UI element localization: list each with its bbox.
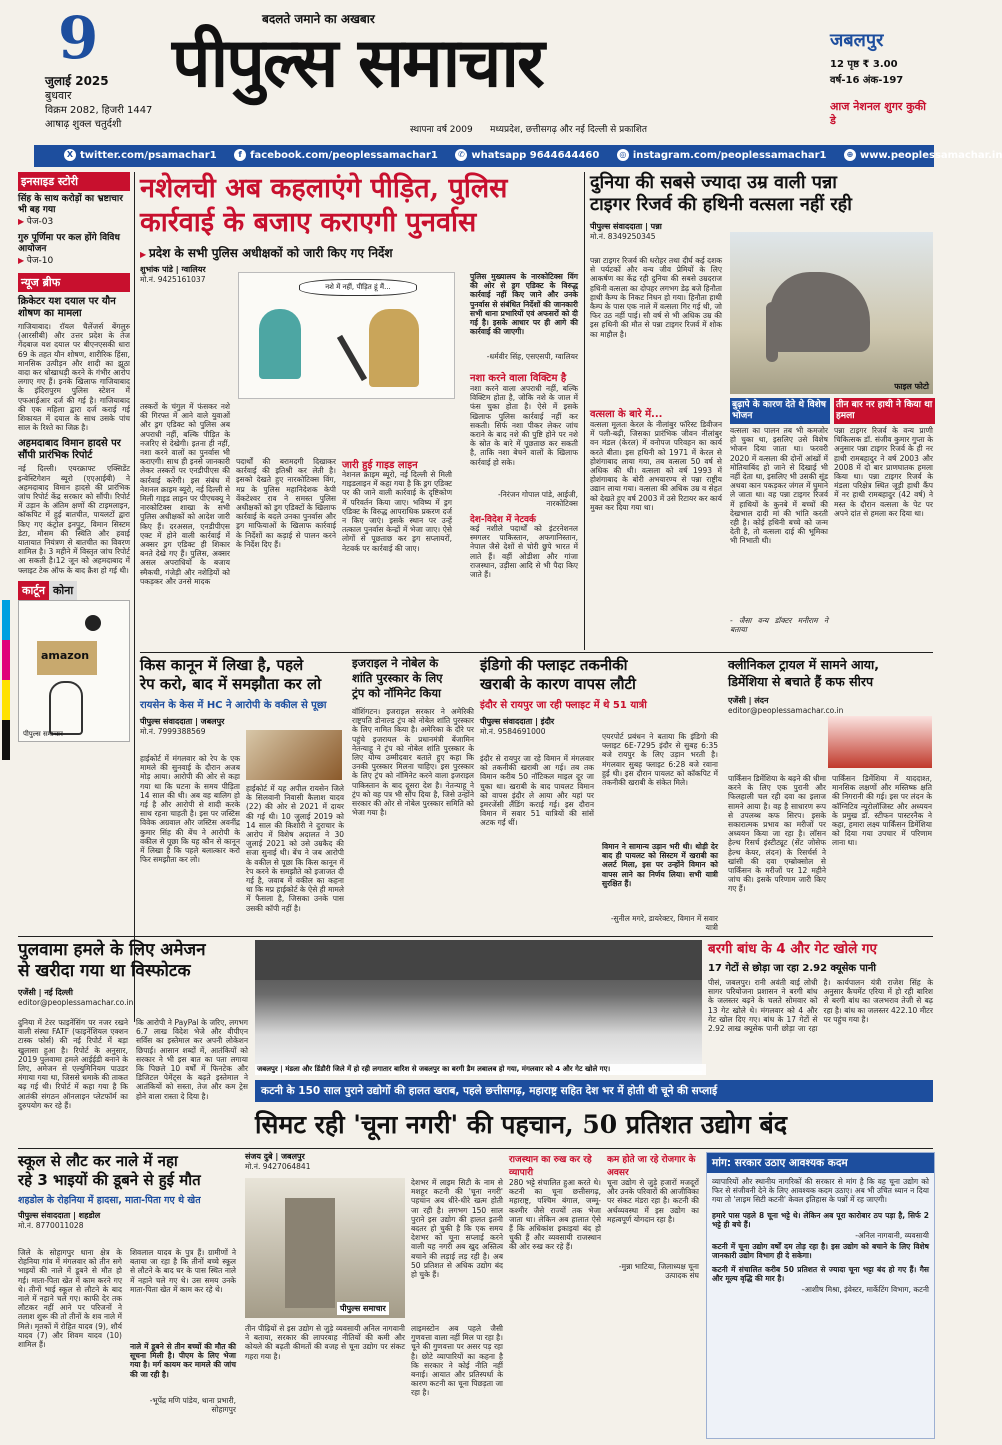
price-line: 12 पृष्ठ ₹ 3.00 — [830, 59, 898, 70]
lead-phone: मो.नं. 9425161037 — [140, 275, 206, 284]
dam-photo — [255, 940, 702, 1075]
bargi-headline: बरगी बांध के 4 और गेट खोले गए — [708, 941, 877, 957]
victim-head: नशा करने वाला विक्टिम है — [470, 373, 567, 384]
demand-box — [706, 1152, 935, 1439]
demand-quote-1: हमारे पास पहले 8 चूना भट्टे थे। लेकिन अब पूरा कारोबार ठप पड़ा है, सिर्फ 2 भट्टे ही बचे हैं। — [712, 1210, 929, 1229]
inside-story-1: सिंह के साथ करोड़ों का भ्रष्टाचार भी बह गया — [18, 194, 123, 215]
news-brief-title: न्यूज ब्रीफ — [18, 273, 130, 292]
page-number: 9 — [58, 4, 99, 72]
elephant-photo — [730, 232, 933, 394]
speech-bubble: नशे में नहीं, पीड़ित हूं मैं... — [299, 279, 417, 296]
lead-kicker: ▶ प्रदेश के सभी पुलिस अधीक्षकों को जारी किए गए निर्देश — [140, 244, 580, 261]
whatsapp-icon: ✆ — [455, 149, 467, 161]
social-bar — [34, 145, 1002, 167]
cartoon-title: कार्टून — [18, 581, 49, 600]
school-body-2: शिवलाल यादव के पुत्र हैं। ग्रामीणों ने बताया जा रहा है कि तीनों बच्चे स्कूल से लौटने के बाद घर के पास स्थित नाले में नहाने चले गए थे। उस समय उनके माता-पिता खेत में काम कर रहे थे। — [130, 1248, 236, 1294]
lead-col-4-by: -निरंजन गोपाल पांडे, आईजी, नारकोटिक्स — [497, 490, 578, 509]
divider-row3 — [18, 1148, 933, 1149]
lime-subhead-2: कम होते जा रहे रोजगार के अवसर — [607, 1155, 696, 1178]
side-1-body: वत्सला का पालन तब भी कमजोर हो चुका था, इसलिए उसे विशेष भोजन दिया जाता था। फरवरी 2020 में वत्सला की दोनों आंखों में मोतियाबिंद हो जाने से दिखाई भी नहीं देता था, इसलिए भी उसकी सूंड अथवा कान पकड़कर जंगल में घुमाने ले जाता था। वह पन्ना टाइगर रिजर्व में हाथियों के कुनबे में बच्चों की देखभाल दादी मां की भांति करती रही है। कोई हथिनी बच्चे को जन्म देती है, तो वत्सला दाई की भूमिका भी निभाती थी। — [730, 426, 828, 546]
promo-text: आज नेशनल शुगर कुकी डे — [830, 100, 926, 127]
demand-quote-2: कटनी में चूना उद्योग वर्षों दम तोड़ रहा है। इस उद्योग को बचाने के लिए विशेष जानकारी उद्योग विभाग ही दे सकेगा। — [712, 1242, 929, 1261]
school-body: जिले के सोहागपुर थाना क्षेत्र के रोहनिया गांव में मंगलवार को तीन सगे भाइयों की नाले में डूबने से मौत हो गई। माता-पिता खेत में काम करने गए थे। तीनों भाई स्कूल से लौटने के बाद नाले में नहाने चले गए। काफी देर तक लौटकर नहीं आने पर परिजनों ने तलाश शुरू की तो तीनों के शव नाले में मिले। मृतकों में रोहित यादव (9), शौर्य यादव (7) और शिवम यादव (10) शामिल हैं। — [18, 1248, 122, 1350]
police-figure — [369, 309, 419, 387]
x-icon: X — [64, 149, 76, 161]
lead-col-3: नेशनल क्राइम ब्यूरो, नई दिल्ली से मिली गाइडलाइन में कहा गया है कि ड्रग एडिक्ट पर की जाने वाली कार्रवाई के दृष्टिकोण में परिवर्तन किया जाए। भविष्य में ड्रग एडिक्ट के विरुद्ध आपराधिक प्रकरण दर्ज न किए जाएं। इसके स्थान पर उन्हें तत्काल पुनर्वास केन्द्रों में भेजा जाए। ऐसे लोगों से पूछताछ कर ड्रग सप्लायरों, नेटवर्क पर कार्रवाई की जाए। — [342, 470, 452, 553]
indigo-body: इंदौर से रायपुर जा रहे विमान में मंगलवार को तकनीकी खराबी आ गई। तब तक विमान करीब 50 नॉटिकल माइल दूर जा चुका था। खराबी के बाद पायलट विमान को वापस इंदौर ले आया और यहां पर इमरजेंसी लैंडिंग कराई गई। इस दौरान विमान में सवार 51 यात्रियों की सांसें अटक गईं थीं। — [480, 754, 594, 828]
side-2-head: तीन बार नर हाथी ने किया था हमला — [834, 398, 935, 424]
volume-line: वर्ष-16 अंक-197 — [830, 75, 904, 86]
indigo-headline-1: इंडिगो की फ्लाइट तकनीकी — [480, 656, 628, 674]
elephant-phone: मो.नं. 8349250345 — [590, 232, 656, 241]
masthead — [0, 0, 945, 138]
elephant-story — [590, 172, 933, 650]
elephant-body: पन्ना टाइगर रिजर्व की धरोहर तथा दीर्घ कई दशक से पर्यटकों और वन्य जीव प्रेमियों के लिए आकर्षण का केंद्र रही दुनिया की सबसे उम्रदराज हथिनी वत्सला का दोपहर लगभग डेढ़ बजे हिनौता हाथी कैम्प के निकट निधन हो गया। हिनौता हाथी कैम्प के पास एक नाले में वत्सला गिर गई थी, जो फिर उठ नहीं पाई। सौ वर्ष से भी अधिक उम्र की इस हथिनी की मौत से पन्ना टाइगर रिजर्व में शोक का माहौल है। — [590, 256, 722, 339]
elephant-headline-1: दुनिया की सबसे ज्यादा उम्र वाली पन्ना — [590, 172, 837, 193]
nobel-body: वॉशिंगटन। इजराइल सरकार ने अमेरिकी राष्ट्रपति डोनाल्ड ट्रंप को नोबेल शांति पुरस्कार के लिए नामित किया है। अमेरिका के दौरे पर पहुंचे इजरायल के प्रधानमंत्री बेंजामिन नेतन्याहू ने ट्रंप को नोबेल शांति पुरस्कार के लिए योग्य उम्मीदवार बताते हुए कहा कि उनकी पुरस्कार मिलना चाहिए। इस पुरस्कार के लिए ट्रंप को नॉमिनेट करने वाला इजराइल पाकिस्तान के बाद दूसरा देश है। नेतन्याहू ने ट्रंप को वह पत्र भी सौंप दिया है, जिसे उन्होंने सरकार की ओर से नोबेल पुरस्कार समिति को भेजा गया है। — [352, 707, 474, 818]
tithi-line: आषाढ़ शुक्ल चतुर्दशी — [45, 119, 122, 130]
about-vatsala-body: वत्सला मूलतः केरल के नीलांबुर फॉरेस्ट डिवीजन में पली-बढ़ी, जिसका प्रारंभिक जीवन नीलांबुर वन मंडल (केरल) में वनोपज परिवहन का कार्य करते बीता। इस हथिनी को 1971 में केरल से होशंगाबाद लाया गया, तब वत्सला 50 वर्ष से अधिक की थी। वत्सला को वर्ष 1993 में होशंगाबाद के बोरी अभयारण्य से पन्ना राष्ट्रीय उद्यान लाया गया। वत्सला की अधिक उम्र व सेहत को देखते हुए वर्ष 2003 में उसे रिटायर कर कार्य मुक्त कर दिया गया था। — [590, 420, 722, 512]
pulwama-headline-1: पुलवामा हमले के लिए अमेजन — [18, 940, 206, 960]
cartoon-figure — [49, 681, 83, 735]
website-link[interactable]: ⊕ www.peoplessamachar.in — [844, 150, 1002, 161]
nobel-story — [352, 656, 474, 934]
lead-col-2: पदार्थों की बरामदगी दिखाकर कार्रवाई की इतिश्री कर लेती है। इसको देखते हुए नारकोटिक्स विंग, मप्र के पुलिस महानिदेशक केपी वेंकटेश्वर राव ने समस्त पुलिस अधीक्षकों को ड्रग एडिक्टों के खिलाफ कार्रवाई के बदले उनका पुनर्वास और ड्रग माफियाओं के खिलाफ कार्रवाई के निर्देशों का कड़ाई से पालन करने के निर्देश दिए हैं। — [236, 457, 336, 549]
divider-left — [134, 172, 135, 1022]
about-vatsala-head: वत्सला के बारे में... — [590, 409, 663, 420]
school-quote: नाले में डूबने से तीन बच्चों की मौत की सूचना मिली है। पीएम के लिए भेजा गया है। मर्ग कायम कर मामले की जांच की जा रही है। — [130, 1342, 236, 1379]
school-quote-by: -भूपेंद्र मणि पांडेय, थाना प्रभारी, सोहागपुर — [149, 1396, 236, 1415]
pulwama-headline-2: से खरीदा गया था विस्फोटक — [18, 961, 191, 981]
rape-phone: मो.नं. 7999388569 — [140, 727, 206, 736]
rape-case-story — [140, 656, 345, 934]
lime-body: देशभर में लाइम सिटी के नाम से मशहूर कटनी की 'चूना नगरी' पहचान अब धीरे-धीरे खत्म होती जा रही है। लगभग 150 साल पुराने इस उद्योग की हालत इतनी बदतर हो चुकी है कि एक समय देशभर को चूना सप्लाई करने वाली यह नगरी अब खुद अस्तित्व बचाने की लड़ाई लड़ रही है। अब 50 प्रतिशत से अधिक उद्योग बंद हो चुके हैं। — [411, 1178, 503, 1280]
published-line: मध्यप्रदेश, छत्तीसगढ़ और नई दिल्ली से प्रकाशित — [490, 125, 648, 135]
bargi-body: पीसं, जबलपुर। रानी अवंती बाई लोधी सागर परियोजना प्रशासन ने बरगी बांध के जलस्तर बढ़ने के चलते सोमवार को 13 गेट खोले थे। मंगलवार को 4 और गेट खोल दिए गए। बांध के 17 गेटों से 2.92 लाख क्यूसेक पानी छोड़ा जा रहा है। कार्यपालन यंत्री राजेश सिंह के अनुसार कैचमेंट एरिया में हो रही बारिश से बरगी बांध का जलभराव तेजी से बढ़ रहा है। बांध का जलस्तर 422.10 मीटर पर पहुंच गया है। — [708, 978, 933, 1034]
twitter-link[interactable]: X twitter.com/psamachar1 — [64, 150, 217, 161]
brief-2-headline: अहमदाबाद विमान हादसे पर सौंपी प्रारंभिक रिपोर्ट — [18, 438, 121, 462]
lead-headline-1: नशेलची अब कहलाएंगे पीड़ित, पुलिस — [140, 173, 508, 204]
bomb-icon — [85, 615, 101, 631]
lime-subhead-1: राजस्थान का रुख कर रहे व्यापारी — [509, 1155, 592, 1178]
lead-byline: शुभांक पांडे | ग्वालियर — [140, 265, 206, 274]
lime-headline: सिमट रही 'चूना नगरी' की पहचान, 50 प्रतिशत उद्योग बंद — [255, 1110, 788, 1139]
calendar-line: विक्रम 2082, हिजरी 1447 — [45, 105, 153, 116]
lime-kicker: कटनी के 150 साल पुराने उद्योगों की हालत खराब, पहले छत्तीसगढ़, महाराष्ट्र सहित देश भर में होती थी चूने की सप्लाई — [261, 1085, 718, 1097]
left-column — [18, 172, 130, 1022]
lime-kiln-photo — [245, 1178, 405, 1318]
divider-row1 — [140, 652, 933, 653]
side-2-body: पन्ना टाइगर रिजर्व के वन्य प्राणी चिकित्सक डॉ. संजीव कुमार गुप्ता के अनुसार पन्ना टाइगर रिजर्व के ही नर हाथी रामबहादुर ने वर्ष 2003 और 2008 में दो बार प्राणघातक हमला किया था। पन्ना टाइगर रिजर्व के मंडला परिक्षेत्र स्थित जूड़ी हाथी कैंप में नर हाथी रामबहादुर (42 वर्ष) ने मस्त के दौरान वत्सला के पेट पर अपने दांत से हमला कर दिया था। — [834, 426, 933, 518]
lime-body-2: तीन पीढ़ियों से इस उद्योग से जुड़े व्यवसायी अनिल नागवानी ने बताया, सरकार की लापरवाह नीतियों की कमी और कोयले की बढ़ती कीमतों की वजह से चूना उद्योग पर संकट गहरा गया है। — [245, 1324, 405, 1361]
elephant-shape — [770, 272, 870, 352]
lead-col-1: तस्करों के चंगुल में फंसकर नशे की गिरफ्त में आने वाले युवाओं और ड्रग एडिक्ट को पुलिस अब अपराधी नहीं, बल्कि पीड़ित के नजरिए से देखेगी। इतना ही नहीं, नशा करने वालों का पुनर्वास भी कराएगी। साथ ही इनसे जानकारी लेकर तस्करों पर एनडीपीएस की कार्रवाई करेगी। इस संबंध में नेशनल क्राइम ब्यूरो, नई दिल्ली से मिली गाइड लाइन पर पीएचक्यू ने नारकोटिक्स शाखा के सभी पुलिस अधीक्षकों को आदेश जारी किए हैं। दरअसल, एनडीपीएस एक्ट में होने वाली कार्रवाई में अक्सर ड्रग एडिक्ट ही शिकार बनते देखे गए हैं। पुलिस, अक्सर असल अपराधियों के बजाय स्मैकची, गंजेड़ी और नशेड़ियों को पकड़कर और उनसे मादक — [140, 402, 230, 586]
founded-line: स्थापना वर्ष 2009 — [410, 125, 473, 135]
instagram-link[interactable]: ◎ instagram.com/peoplessamachar1 — [617, 150, 827, 161]
kiln-tower — [285, 1198, 335, 1308]
clinical-email: editor@peoplessamachar.co.in — [728, 706, 844, 715]
city-name: जबलपुर — [830, 30, 884, 51]
demand-quote-1-by: -अनिल नागवानी, व्यवसायी — [855, 1231, 929, 1241]
registration-strip — [2, 600, 10, 760]
dam-wall — [255, 940, 702, 980]
brief-1-headline: क्रिकेटर यश दयाल पर यौन शोषण का मामला — [18, 296, 116, 319]
bargi-story — [708, 940, 933, 1080]
brief-2-body: नई दिल्ली। एयरक्राफ्ट एक्सिडेंट इन्वेस्टिगेशन ब्यूरो (एएआईबी) ने अहमदाबाद विमान हादसे की प्रारंभिक जांच रिपोर्ट केंद्र सरकार को सौंपी। रिपोर्ट में उड़ान के अंतिम क्षणों की टाइमलाइन, कॉकपिट में हुई बातचीत, पायलटों द्वारा किए गए कंट्रोल इनपुट, विमान सिस्टम डेटा, मौसम की स्थिति और हवाई यातायात नियंत्रण से बातचीत का विवरण शामिल है। 3 महीने में विस्तृत जांच रिपोर्ट आ सकती है।12 जून को अहमदाबाद में फ्लाइट टेक ऑफ के बाद क्रैश हो गई थी। — [18, 464, 130, 575]
divider-lead — [584, 172, 585, 650]
gavel-photo — [246, 730, 342, 780]
elephant-trunk — [766, 302, 778, 362]
dam-caption: जबलपुर | मंडला और डिंडौरी जिले में हो रही लगातार बारिश से जबलपुर का बरगी डैम लबालब हो गया, मंगलवार को 4 और गेट खोले गए। — [255, 1064, 706, 1075]
indigo-quote: विमान ने सामान्य उड़ान भरी थी। थोड़ी देर बाद ही पायलट को सिस्टम में खराबी का अलर्ट मिला, इस पर उन्होंने विमान को वापस लाने का निर्णय लिया। सभी यात्री सुरक्षित हैं। — [602, 842, 718, 888]
side-1-head: बुढ़ापे के कारण देते थे विशेष भोजन — [730, 398, 830, 424]
clinical-headline-2: डिमेंशिया से बचाते हैं कफ सीरप — [728, 674, 874, 689]
day-line: बुधवार — [45, 89, 72, 102]
lead-col-4b: कई नशीले पदार्थों को इंटरनेशनल स्मगलर पाकिस्तान, अफगानिस्तान, नेपाल जैसे देशों से चोरी छुपे भारत में लाते हैं। वहीं ओडीशा और गांजा राजस्थान, उड़ीसा आदि से भी पैदा किए जाते हैं। — [470, 524, 578, 580]
indigo-story — [480, 656, 720, 934]
pulwama-body: दुनिया में टेरर फाइनेंसिंग पर नजर रखने वाली संस्था FATF (फाइनेंशियल एक्शन टास्क फोर्स) की नई रिपोर्ट में बड़ा खुलासा हुआ है। रिपोर्ट के अनुसार, 2019 पुलवामा हमले आईईडी बनाने के लिए, अमेजन से एल्युमिनियम पाउडर मंगाया गया था, जिससे धमाके की ताकत बढ़ गई थी। रिपोर्ट में कहा गया है कि आतंकी संगठन ऑनलाइन प्लेटफॉर्म का दुरुपयोग कर रहे हैं। — [18, 1018, 128, 1110]
lime-quote-by: -मुन्ना भाटिया, जिलाध्यक्ष चूना उत्पादक संघ — [618, 1262, 699, 1281]
lime-story — [245, 1152, 700, 1437]
cartoon-panel — [18, 600, 130, 742]
lime-photo-caption: पीपुल्स समाचार — [337, 1302, 389, 1315]
lead-cartoon — [238, 272, 455, 399]
cartoon-subtitle: कोना — [49, 581, 77, 600]
rape-headline-1: किस कानून में लिखा है, पहले — [140, 656, 304, 674]
school-byline: पीपुल्स संवाददाता | शहडोल — [18, 1211, 101, 1220]
baton-icon — [337, 335, 367, 381]
school-headline-1: स्कूल से लौट कर नाले में नहा — [18, 1152, 178, 1170]
lime-kicker-bar — [255, 1080, 933, 1102]
brief-1-body: गाजियाबाद। रॉयल चैलेंजर्स बेंगलुरु (आरसीबी) और उत्तर प्रदेश के तेज गेंदबाज यश दयाल पर बीएनएसकी धारा 69 के तहत यौन शोषण, शारीरिक हिंसा, मानसिक उत्पीड़न और शादी का झूठा वादा कर धोखाधड़ी करने के गंभीर आरोप लगाए गए हैं। इनके खिलाफ गाजियाबाद के इंदिरापुरम पुलिस स्टेशन में एफआईआर दर्ज की गई है। गाजियाबाद की एक महिला द्वारा दर्ज कराई गई शिकायत में दयाल के साथ उसके पांच साल के रिश्ते का जिक्र है। — [18, 322, 130, 433]
indigo-headline-2: खराबी के कारण वापस लौटी — [480, 675, 636, 693]
indigo-quote-by: -सुनील मगरे, डायरेक्टर, विमान में सवार यात्री — [610, 914, 718, 933]
rape-byline: पीपुल्स संवाददाता | जबलपुर — [140, 717, 225, 726]
clinical-body: पार्किंसन डिमेंशिया के बढ़ने की धीमा करने के लिए एक पुरानी और फिलहाली चल रही दवा का इलाज सामने आया है। वह है साधारण रूप से उपलब्ध कफ सिरप। इसके सकारात्मक प्रभाव का मरीजों पर अध्ययन किया जा रहा है। लॉसन हेल्थ रिसर्च इंस्टीट्यूट (सेंट जोसेफ हेल्थ केयर, लंदन) के रिसर्चर्स ने खांसी की दवा एम्ब्रोक्सोल से पार्किंसन के मरीजों पर 12 महीने जांच की। इसके परिणाम जारी किए गए हैं। — [728, 774, 826, 894]
side-1-by: - जैसा वन्य डॉक्टर मनीराम ने बताया — [730, 616, 828, 635]
lead-quote-1: पुलिस मुख्यालय के नारकोटिक्स विंग की ओर से ड्रग एडिक्ट के विरुद्ध कार्रवाई नहीं किए जाने और उनके पुनर्वास से संबंधित निर्देशों की जानकारी सभी थाना प्रभारियों एवं अफसरों को दी गई है। इसके आधार पर ही आगे की कार्रवाई की जाएगी। — [470, 272, 578, 337]
pulwama-email: editor@peoplessamachar.co.in — [18, 998, 134, 1007]
lime-body-5: चूना उद्योग से जुड़े हजारों मजदूरों और उनके परिवारों की आजीविका पर संकट मंडरा रहा है। कटनी की अर्थव्यवस्था में इस उद्योग का महत्वपूर्ण योगदान रहा है। — [607, 1178, 699, 1224]
nobel-headline-1: इजराइल ने नोबेल के — [352, 656, 439, 670]
rape-body-2: हाईकोर्ट में यह अपील रायसेन जिले के सिलवानी निवासी कैलाश यादव (22) की ओर से 2021 में दायर की गई थी। 10 जुलाई 2019 को 14 साल की किशोरी ने दुराचार के आरोप में विशेष अदालत ने 30 जुलाई 2021 को उसे उम्रकैद की सजा सुनाई थी। बेंच ने जब आरोपी के वकील से पूछा कि किस कानून में रेप करने के समझौते को इजाजत दी गई है, जवाब में वकील का कहना था कि मप्र हाईकोर्ट के ऐसे ही मामले में फैसला है, जिसका उनके पास उसकी कॉपी नहीं है। — [246, 784, 344, 913]
photo-caption: फाइल फोटो — [894, 382, 929, 391]
bargi-subhead: 17 गेटों से छोड़ा जा रहा 2.92 क्यूसेक पानी — [708, 963, 877, 974]
school-story — [18, 1152, 238, 1437]
clinical-byline: एजेंसी | लंदन — [728, 696, 769, 705]
nobel-headline-3: ट्रंप को नॉमिनेट किया — [352, 686, 442, 700]
pulwama-byline: एजेंसी | नई दिल्ली — [18, 988, 73, 997]
clinical-headline-1: क्लीनिकल ट्रायल में सामने आया, — [728, 657, 880, 672]
lime-body-3: लाइमस्टोन अब पहले जैसी गुणवत्ता वाला नहीं मिल पा रहा है। चूने की गुणवत्ता पर असर पड़ रहा है। छोटे व्यापारियों का कहना है कि सरकार ने कोई नीति नहीं बनाई। आयात और प्रतिस्पर्धा के कारण कटनी का चूना पिछड़ता जा रहा है। — [411, 1324, 504, 1398]
lead-headline-2: कार्रवाई के बजाए कराएगी पुनर्वास — [140, 207, 477, 238]
inside-story-2-page: ▶ पेज-10 — [18, 255, 130, 267]
lead-col-4: नशा करने वाला अपराधी नहीं, बल्कि विक्टिम होता है, जोकि नशे के जाल में फंस चुका होता है। ऐसे में इसके खिलाफ पुलिस कार्रवाई नहीं कर सकती। सिर्फ नशा पीकर लेकर जांच कराने के बाद नशे की पुष्टि होने पर नशे के स्रोत के बारे में पूछताछ कर सकती है, ताकि नशा बेचने वालों के खिलाफ कार्रवाई हो सके। — [470, 384, 578, 467]
cartoon-credit: पीपुल्स समाचार — [23, 729, 63, 738]
divider-row2 — [18, 936, 933, 937]
instagram-icon: ◎ — [617, 149, 629, 161]
school-phone: मो.नं. 8770011028 — [18, 1221, 84, 1230]
date-line: जुलाई 2025 — [45, 74, 109, 88]
globe-icon: ⊕ — [844, 149, 856, 161]
indigo-body-2: एयरपोर्ट प्रबंधन ने बताया कि इंडिगो की फ्लाइट 6E-7295 इंदौर से सुबह 6:35 बजे रायपुर के लिए उड़ान भरती है। मंगलवार सुबह फ्लाइट 6:28 बजे रवाना हुई थी। इस दौरान पायलट को कॉकपिट में तकनीकी खराबी के संकेत मिले। — [602, 732, 718, 788]
school-headline-2: रहे 3 भाइयों की डूबने से हुई मौत — [18, 1171, 201, 1189]
network-head: देश-विदेश में नेटवर्क — [470, 515, 536, 525]
rape-subhead: रायसेन के केस में HC ने आरोपी के वकील से पूछा — [140, 700, 327, 711]
demand-quote-3: कटनी में संचालित करीब 50 प्रतिशत से ज्यादा चूना भट्टा बंद हो गए हैं। गैस और मूल्य वृद्धि की मार है। — [712, 1264, 929, 1283]
clinical-body-2: पार्किंसन डिमेंशिया में याददाश्त, मानसिक लक्षणों और मस्तिष्क क्षति की निगरानी की गई। इस पर लंदन के कॉग्निटिव न्यूरोलॉजिस्ट और अध्ययन के प्रमुख डॉ. स्टीफन पास्टरनैक ने कहा, हमारा लक्ष्य पार्किंसन डिमेंशिया को दिया गया उपचार में परिणाम लाना था। — [832, 774, 932, 848]
rape-body: हाईकोर्ट में मंगलवार को रेप के एक मामले की सुनवाई के दौरान अजब मोड़ आया। आरोपी की ओर से कहा गया था कि घटना के समय पीड़िता 14 साल की थी। अब वह बालिग हो गई है और आरोपी से शादी करके साथ रहना चाहती है। इस पर जस्टिस विवेक अग्रवाल और जस्टिस अवनींद्र कुमार सिंह की बेंच ने आरोपी के वकील से पूछा कि यह कौन से कानून में लिखा है कि पहले बलात्कार करो फिर समझौता कर लो। — [140, 754, 240, 865]
demand-headline: मांग: सरकार उठाए आवश्यक कदम — [707, 1153, 934, 1173]
addict-figure — [259, 309, 301, 379]
guide-line-head: जारी हुई गाइड लाइन — [342, 460, 418, 471]
newspaper-title: पीपुल्स समाचार — [172, 23, 543, 103]
elephant-byline: पीपुल्स संवाददाता | पन्ना — [590, 222, 662, 231]
rape-headline-2: रेप करो, बाद में समझौता कर लो — [140, 675, 322, 693]
cartoon-brand: amazon — [41, 648, 90, 662]
lime-body-4: 280 भट्टे संचालित हुआ करते थे। कटनी का चूना छत्तीसगढ़, महाराष्ट्र, पश्चिम बंगाल, जम्मू-कश्मीर जैसे राज्यों तक भेजा जाता था। लेकिन अब हालात ऐसे हैं कि अधिकांश इकाइयां बंद हो चुकी हैं और व्यवसायी राजस्थान की ओर रुख कर रहे हैं। — [509, 1178, 601, 1252]
pulwama-body-2: कि आरोपी ने PayPal के जरिए, लगभग 6.7 लाख विदेश भेजे और वीपीएन सर्विस का इस्तेमाल कर अपनी लोकेशन छिपाई। आसान शब्दों में, आतंकियों को सरकार ने भी इस बात का पता लगाया कि पिछले 10 वर्षों में फिनटेक और डिजिटल पेमेंट्स के बढ़ते इस्तेमाल ने आतंकियों को सस्ता, तेज और कम ट्रेस होने वाला रास्ता दे दिया है। — [136, 1018, 248, 1101]
inside-story-1-page: ▶ पेज-03 — [18, 216, 130, 228]
elephant-headline-2: टाइगर रिजर्व की हथिनी वत्सला नहीं रही — [590, 194, 852, 215]
inside-story-2: गुरु पूर्णिमा पर कल होंगे विविध आयोजन — [18, 233, 120, 254]
facebook-icon: f — [234, 149, 246, 161]
nobel-headline-2: शांति पुरस्कार के लिए — [352, 671, 443, 685]
indigo-subhead: इंदौर से रायपुर जा रही फ्लाइट में थे 51 यात्री — [480, 700, 647, 711]
indigo-byline: पीपुल्स संवाददाता | इंदौर — [480, 717, 555, 726]
cough-syrup-photo — [828, 716, 932, 768]
school-subhead: शहडोल के रोहनिया में हादसा, माता-पिता गए थे खेत — [18, 1195, 201, 1206]
whatsapp-link[interactable]: ✆ whatsapp 9644644460 — [455, 150, 599, 161]
demand-body: व्यापारियों और स्थानीय नागरिकों की सरकार से मांग है कि वह चूना उद्योग को फिर से संजीवनी देने के लिए आवश्यक कदम उठाए। अब भी उचित ध्यान न दिया गया तो 'लाइम सिटी कटनी' केवल इतिहास के पन्नों में रह जाएगी। — [712, 1177, 929, 1205]
lime-byline: संजय दुबे | जबलपुर — [245, 1152, 305, 1161]
indigo-phone: मो.नं. 9584691000 — [480, 727, 546, 736]
clinical-story — [728, 656, 933, 934]
lead-story — [140, 172, 580, 650]
lead-quote-1-by: -धर्मवीर सिंह, एसएसपी, ग्वालियर — [486, 352, 578, 361]
inside-story-title: इनसाइड स्टोरी — [18, 172, 130, 191]
facebook-link[interactable]: f facebook.com/peoplessamachar1 — [234, 150, 438, 161]
tagline: बदलते जमाने का अखबार — [262, 12, 375, 26]
lime-phone: मो.नं. 9427064841 — [245, 1162, 311, 1171]
demand-quote-3-by: -आशीष मिश्रा, इंवेस्टर, मार्केटिंग विभाग, कटनी — [801, 1285, 929, 1295]
